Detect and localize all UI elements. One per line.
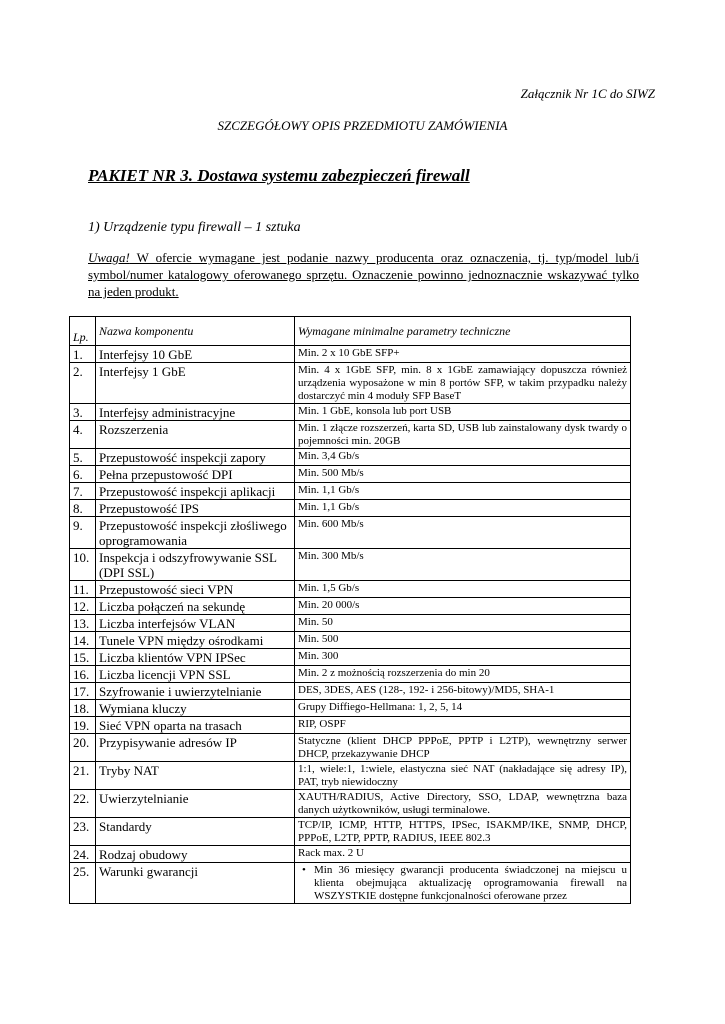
table-row: [70, 717, 631, 734]
table-row: [70, 863, 631, 904]
component-requirement: Min. 2 x 10 GbE SFP+: [295, 346, 631, 363]
table-row: [70, 581, 631, 598]
row-number: 21.: [70, 762, 96, 790]
row-number: 16.: [70, 666, 96, 683]
component-name: Przepustowość inspekcji złośliwego oprogramowania: [96, 517, 295, 549]
row-number: 6.: [70, 466, 96, 483]
row-number: 17.: [70, 683, 96, 700]
component-name: Liczba klientów VPN IPSec: [96, 649, 295, 666]
row-number: 1.: [70, 346, 96, 363]
table-row: [70, 466, 631, 483]
table-row: [70, 790, 631, 818]
component-requirement: DES, 3DES, AES (128-, 192- i 256-bitowy)/MD5, SHA-1: [295, 683, 631, 700]
table-row: [70, 683, 631, 700]
table-header-row: [70, 317, 631, 346]
table-row: [70, 846, 631, 863]
component-requirement: RIP, OSPF: [295, 717, 631, 734]
component-name: Interfejsy 10 GbE: [96, 346, 295, 363]
component-requirement: Min. 1,5 Gb/s: [295, 581, 631, 598]
note-label: Uwaga!: [88, 250, 130, 265]
table-row: [70, 549, 631, 581]
table-row: [70, 632, 631, 649]
component-requirement: Min. 300 Mb/s: [295, 549, 631, 581]
component-name: Sieć VPN oparta na trasach: [96, 717, 295, 734]
row-number: 3.: [70, 404, 96, 421]
requirement-bullet-item: • Min 36 miesięcy gwarancji producenta świadczonej na miejscu u klienta obejmująca aktualizację oprogramowania firewall na WSZYSTKIE dostępne funkcjonalności oferowane przez: [314, 864, 627, 903]
component-name: Liczba interfejsów VLAN: [96, 615, 295, 632]
row-number: 24.: [70, 846, 96, 863]
row-number: 22.: [70, 790, 96, 818]
row-number: 23.: [70, 818, 96, 846]
row-number: 14.: [70, 632, 96, 649]
component-name: Standardy: [96, 818, 295, 846]
table-row: [70, 363, 631, 404]
component-name: Przepustowość sieci VPN: [96, 581, 295, 598]
row-number: 4.: [70, 421, 96, 449]
annex-label: Załącznik Nr 1C do SIWZ: [520, 86, 655, 101]
table-row: [70, 346, 631, 363]
table-row: [70, 449, 631, 466]
component-name: Przypisywanie adresów IP: [96, 734, 295, 762]
table-row: [70, 500, 631, 517]
component-requirement: Min. 20 000/s: [295, 598, 631, 615]
table-row: [70, 762, 631, 790]
component-requirement: Rack max. 2 U: [295, 846, 631, 863]
component-requirement: XAUTH/RADIUS, Active Directory, SSO, LDAP, wewnętrzna baza danych użytkowników, usługi terminalowe.: [295, 790, 631, 818]
component-name: Przepustowość IPS: [96, 500, 295, 517]
requirement-list: [298, 864, 627, 903]
row-number: 9.: [70, 517, 96, 549]
component-requirement: Min. 300: [295, 649, 631, 666]
component-name: Tunele VPN między ośrodkami: [96, 632, 295, 649]
component-requirement: Grupy Diffiego-Hellmana: 1, 2, 5, 14: [295, 700, 631, 717]
row-number: 11.: [70, 581, 96, 598]
component-name: Liczba licencji VPN SSL: [96, 666, 295, 683]
note-paragraph: [88, 249, 639, 300]
header-lp: Lp.: [70, 317, 96, 346]
component-requirement: Min. 1 złącze rozszerzeń, karta SD, USB lub zainstalowany dysk twardy o pojemności min. 20GB: [295, 421, 631, 449]
package-title: PAKIET NR 3. Dostawa systemu zabezpieczeń firewall: [88, 166, 470, 185]
table-row: [70, 517, 631, 549]
document-subtitle: SZCZEGÓŁOWY OPIS PRZEDMIOTU ZAMÓWIENIA: [217, 118, 508, 133]
table-row: [70, 598, 631, 615]
table-row: [70, 700, 631, 717]
row-number: 15.: [70, 649, 96, 666]
table-row: [70, 818, 631, 846]
component-name: Przepustowość inspekcji zapory: [96, 449, 295, 466]
component-name: Interfejsy 1 GbE: [96, 363, 295, 404]
table-row: [70, 421, 631, 449]
component-name: Uwierzytelnianie: [96, 790, 295, 818]
component-name: Przepustowość inspekcji aplikacji: [96, 483, 295, 500]
component-requirement: Min. 600 Mb/s: [295, 517, 631, 549]
row-number: 18.: [70, 700, 96, 717]
table-row: [70, 483, 631, 500]
row-number: 20.: [70, 734, 96, 762]
table-row: [70, 734, 631, 762]
component-requirement: Min. 500: [295, 632, 631, 649]
component-requirement: Min. 1 GbE, konsola lub port USB: [295, 404, 631, 421]
component-name: Rodzaj obudowy: [96, 846, 295, 863]
component-requirement: Min. 4 x 1GbE SFP, min. 8 x 1GbE zamawiający dopuszcza również urządzenia wyposażone w min 8 portów SFP, w takim przypadku należy dostarczyć min 4 moduły SFP BaseT: [295, 363, 631, 404]
table-row: [70, 404, 631, 421]
component-name: Pełna przepustowość DPI: [96, 466, 295, 483]
component-requirement: TCP/IP, ICMP, HTTP, HTTPS, IPSec, ISAKMP/IKE, SNMP, DHCP, PPPoE, L2TP, PPTP, RADIUS, IEEE 802.3: [295, 818, 631, 846]
table-row: [70, 649, 631, 666]
header-params: Wymagane minimalne parametry techniczne: [295, 317, 631, 346]
component-name: Rozszerzenia: [96, 421, 295, 449]
row-number: 2.: [70, 363, 96, 404]
row-number: 19.: [70, 717, 96, 734]
component-name: Inspekcja i odszyfrowywanie SSL (DPI SSL): [96, 549, 295, 581]
row-number: 12.: [70, 598, 96, 615]
component-requirement: Min. 1,1 Gb/s: [295, 500, 631, 517]
table-body: [70, 346, 631, 904]
component-name: Tryby NAT: [96, 762, 295, 790]
requirements-table: [69, 316, 631, 904]
header-name: Nazwa komponentu: [96, 317, 295, 346]
component-requirement: Min. 500 Mb/s: [295, 466, 631, 483]
component-name: Szyfrowanie i uwierzytelnianie: [96, 683, 295, 700]
component-name: Interfejsy administracyjne: [96, 404, 295, 421]
note-text: W ofercie wymagane jest podanie nazwy producenta oraz oznaczenia, tj. typ/model lub/i symbol/numer katalogowy oferowanego sprzętu. Oznaczenie powinno jednoznacznie wskazywać tylko na jeden produkt.: [88, 250, 639, 299]
table-row: [70, 666, 631, 683]
component-requirement: [295, 863, 631, 904]
device-line: 1) Urządzenie typu firewall – 1 sztuka: [88, 220, 301, 235]
component-requirement: 1:1, wiele:1, 1:wiele, elastyczna sieć NAT (nakładające się adresy IP), PAT, tryb niewidoczny: [295, 762, 631, 790]
row-number: 7.: [70, 483, 96, 500]
component-name: Wymiana kluczy: [96, 700, 295, 717]
row-number: 8.: [70, 500, 96, 517]
component-requirement: Min. 2 z możnością rozszerzenia do min 20: [295, 666, 631, 683]
row-number: 13.: [70, 615, 96, 632]
component-requirement: Statyczne (klient DHCP PPPoE, PPTP i L2TP), wewnętrzny serwer DHCP, przekazywanie DHCP: [295, 734, 631, 762]
row-number: 25.: [70, 863, 96, 904]
component-requirement: Min. 50: [295, 615, 631, 632]
component-requirement: Min. 1,1 Gb/s: [295, 483, 631, 500]
component-name: Warunki gwarancji: [96, 863, 295, 904]
component-requirement: Min. 3,4 Gb/s: [295, 449, 631, 466]
component-name: Liczba połączeń na sekundę: [96, 598, 295, 615]
row-number: 5.: [70, 449, 96, 466]
row-number: 10.: [70, 549, 96, 581]
table-row: [70, 615, 631, 632]
